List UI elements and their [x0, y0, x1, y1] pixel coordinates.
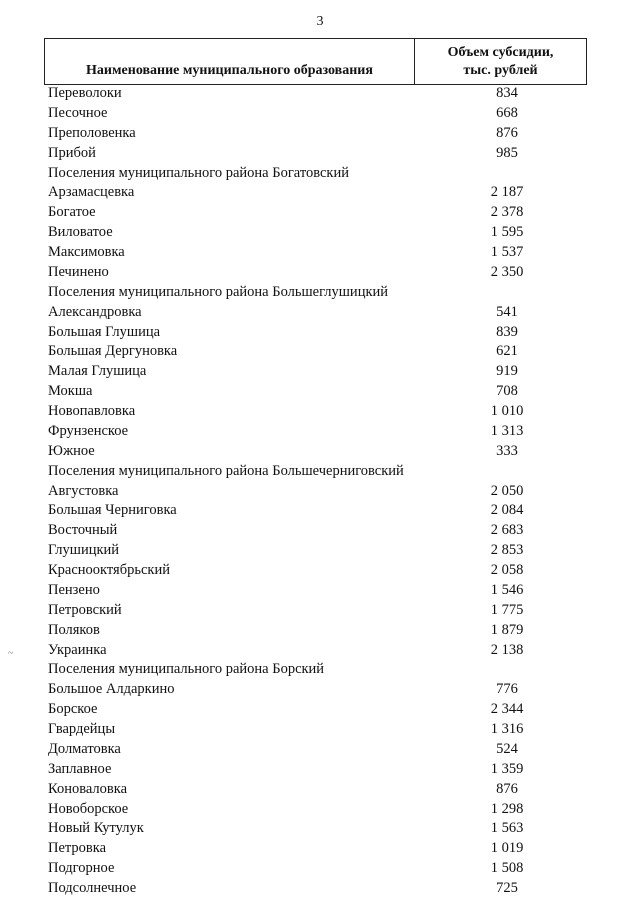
table-row	[0, 501, 640, 521]
municipality-name: Переволоки	[48, 85, 122, 101]
municipality-name: Максимовка	[48, 244, 125, 260]
municipality-name: Фрунзенское	[48, 422, 129, 439]
subsidy-value: 1 775	[490, 601, 524, 618]
subsidy-value: 708	[496, 383, 518, 400]
section-heading: Поселения муниципального района Богатовский	[48, 164, 349, 181]
table-row	[0, 84, 640, 104]
table-body	[0, 84, 640, 899]
municipality-name: Петровка	[48, 840, 107, 857]
municipality-name: Большое Алдаркино	[48, 681, 175, 698]
table-row	[0, 839, 640, 859]
municipality-name: Александровка	[48, 303, 142, 320]
table-row	[0, 859, 640, 879]
table-row	[0, 422, 640, 442]
municipality-name: Преполовенка	[48, 124, 136, 141]
municipality-name: Южное	[48, 442, 95, 459]
page-number: 3	[316, 14, 324, 29]
municipality-name: Большая Глушица	[48, 323, 161, 340]
section-heading: Поселения муниципального района Борский	[48, 661, 325, 678]
table-row	[0, 223, 640, 243]
subsidy-value: 2 138	[490, 641, 524, 658]
table-row	[0, 263, 640, 283]
municipality-name: Мокша	[48, 383, 93, 400]
subsidy-value: 1 298	[490, 800, 524, 817]
municipality-name: Большая Дергуновка	[48, 343, 178, 360]
subsidy-value: 621	[496, 343, 518, 360]
municipality-name: Арзамасцевка	[48, 184, 135, 201]
subsidy-value: 834	[496, 85, 518, 101]
subsidy-value: 2 853	[490, 542, 524, 559]
section-heading-row	[0, 462, 640, 482]
municipality-name: Новоборское	[48, 800, 129, 817]
table-row	[0, 124, 640, 144]
table-row	[0, 819, 640, 839]
subsidy-value: 919	[496, 363, 518, 380]
municipality-name: Песочное	[48, 104, 108, 121]
table-row	[0, 680, 640, 700]
municipality-name: Августовка	[48, 482, 119, 499]
municipality-name: Борское	[48, 701, 98, 718]
subsidy-value: 985	[496, 144, 518, 161]
header-value-column: Объем субсидии, тыс. рублей	[447, 44, 554, 78]
municipality-name: Прибой	[48, 144, 96, 161]
table-row	[0, 323, 640, 343]
table-row	[0, 760, 640, 780]
table-row	[0, 780, 640, 800]
table-row	[0, 442, 640, 462]
section-heading-row	[0, 164, 640, 184]
subsidy-value: 876	[496, 124, 518, 141]
subsidy-value: 541	[496, 303, 518, 320]
municipality-name: Восточный	[48, 522, 118, 539]
subsidy-value: 2 187	[490, 184, 524, 201]
table-row	[0, 342, 640, 362]
subsidy-value: 776	[496, 681, 518, 698]
table-row	[0, 720, 640, 740]
municipality-name: Большая Черниговка	[48, 502, 177, 519]
table-row	[0, 243, 640, 263]
municipality-name: Коноваловка	[48, 780, 128, 797]
table-row	[0, 601, 640, 621]
subsidy-value: 1 595	[490, 224, 524, 241]
municipality-name: Глушицкий	[48, 542, 120, 559]
subsidy-value: 2 058	[490, 562, 524, 578]
municipality-name: Пензено	[48, 581, 100, 598]
margin-mark: ~	[8, 648, 14, 659]
subsidy-value: 1 508	[490, 860, 524, 877]
subsidy-value: 1 546	[490, 581, 524, 598]
table-row	[0, 303, 640, 323]
subsidy-value: 1 537	[490, 244, 524, 260]
table-row	[0, 740, 640, 760]
section-heading-row	[0, 660, 640, 680]
subsidy-value: 2 378	[490, 204, 524, 221]
table-row	[0, 641, 640, 661]
municipality-name: Краснооктябрьский	[48, 562, 170, 578]
table-row	[0, 581, 640, 601]
section-heading: Поселения муниципального района Большеглушицкий	[48, 283, 389, 300]
table-row	[0, 362, 640, 382]
table-row	[0, 621, 640, 641]
subsidy-value: 333	[496, 442, 518, 459]
municipality-name: Виловатое	[48, 224, 113, 241]
subsidy-value: 876	[496, 780, 518, 797]
section-heading: Поселения муниципального района Большечерниговский	[48, 462, 404, 479]
subsidy-value: 1 316	[490, 721, 524, 737]
subsidy-value: 524	[496, 740, 518, 757]
municipality-name: Украинка	[48, 641, 107, 658]
municipality-name: Богатое	[48, 204, 96, 221]
subsidy-value: 1 359	[490, 760, 524, 777]
table-row	[0, 482, 640, 502]
subsidy-value: 2 344	[490, 701, 524, 718]
table-row	[0, 521, 640, 541]
table-row	[0, 561, 640, 581]
table-row	[0, 104, 640, 124]
subsidy-value: 839	[496, 323, 518, 340]
subsidy-value: 1 563	[490, 820, 524, 837]
subsidy-value: 2 084	[490, 502, 524, 519]
section-heading-row	[0, 283, 640, 303]
subsidy-value: 2 050	[490, 482, 524, 499]
header-name-column: Наименование муниципального образования	[45, 39, 415, 84]
municipality-name: Малая Глушица	[48, 363, 147, 380]
table-row	[0, 800, 640, 820]
municipality-name: Новопавловка	[48, 403, 136, 419]
table-row	[0, 402, 640, 422]
municipality-name: Подсолнечное	[48, 880, 137, 896]
subsidy-value: 1 313	[490, 422, 524, 439]
table-row	[0, 700, 640, 720]
subsidy-value: 2 683	[490, 522, 524, 539]
municipality-name: Заплавное	[48, 760, 112, 777]
table-row	[0, 183, 640, 203]
municipality-name: Подгорное	[48, 860, 115, 877]
subsidy-value: 668	[496, 104, 518, 121]
municipality-name: Новый Кутулук	[48, 820, 144, 837]
municipality-name: Поляков	[48, 621, 100, 638]
table-header	[44, 38, 587, 85]
table-row	[0, 541, 640, 561]
subsidy-value: 2 350	[490, 263, 524, 280]
subsidy-value: 725	[496, 880, 518, 896]
table-row	[0, 203, 640, 223]
municipality-name: Долматовка	[48, 740, 121, 757]
municipality-name: Печинено	[48, 263, 109, 280]
subsidy-value: 1 019	[490, 840, 524, 857]
table-row	[0, 879, 640, 899]
municipality-name: Петровский	[48, 601, 122, 618]
table-row	[0, 382, 640, 402]
subsidy-value: 1 010	[490, 403, 524, 419]
table-row	[0, 144, 640, 164]
municipality-name: Гвардейцы	[48, 721, 116, 737]
subsidy-value: 1 879	[490, 621, 524, 638]
